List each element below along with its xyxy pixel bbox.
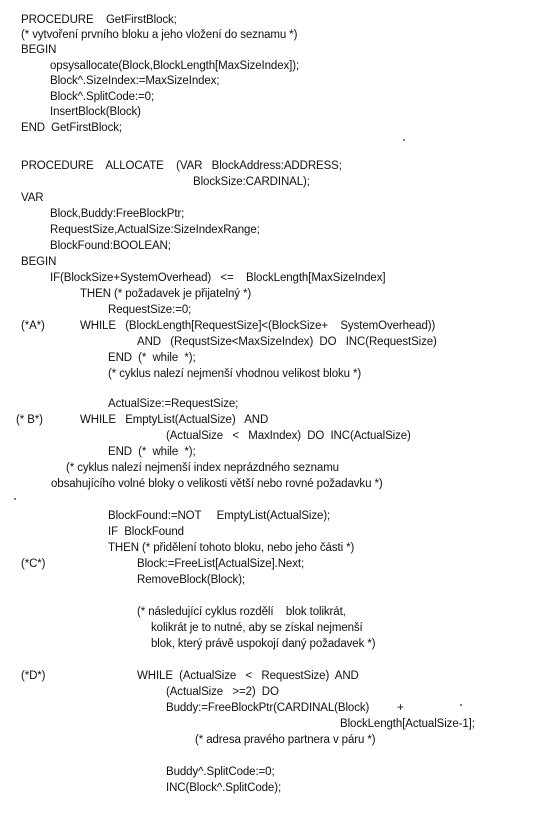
code-line: THEN (* přidělení tohoto bloku, nebo jeho části *) [108, 542, 355, 554]
marker-c: (*C*) [21, 558, 46, 570]
code-line: Buddy:=FreeBlockPtr(CARDINAL(Block) + [166, 702, 404, 714]
code-line: ActualSize:=RequestSize; [108, 398, 239, 410]
comment-line: blok, který právě uspokojí daný požadavek *) [151, 638, 376, 650]
code-line: BlockFound:=NOT EmptyList(ActualSize); [108, 510, 331, 522]
comment-line: (* cyklus nalezí nejmenší index neprázdného seznamu [66, 462, 339, 474]
code-line: END (* while *); [108, 352, 196, 364]
keyword-begin: BEGIN [21, 44, 57, 56]
scan-speck [14, 498, 16, 500]
code-line: BlockSize:CARDINAL); [193, 176, 310, 188]
code-line: opsysallocate(Block,BlockLength[MaxSizeIndex]); [50, 60, 300, 72]
code-line: END (* while *); [108, 446, 196, 458]
code-line: THEN (* požadavek je přijatelný *) [80, 288, 252, 300]
code-line: Block:=FreeList[ActualSize].Next; [137, 558, 305, 570]
comment-line: (* následující cyklus rozdělí blok tolikrát, [137, 606, 346, 618]
code-line: IF BlockFound [108, 526, 184, 538]
code-line: InsertBlock(Block) [50, 106, 141, 118]
procedure-header-allocate: PROCEDURE ALLOCATE (VAR BlockAddress:ADDRESS; [21, 160, 342, 172]
scan-speck [460, 704, 462, 706]
scan-speck [403, 139, 405, 141]
comment-line: obsahujícího volné bloky o velikosti větší nebo rovné požadavku *) [51, 478, 383, 490]
code-line: BlockLength[ActualSize-1]; [340, 718, 475, 730]
code-line: (ActualSize >=2) DO [166, 686, 279, 698]
code-line: RemoveBlock(Block); [137, 574, 246, 586]
code-line: RequestSize,ActualSize:SizeIndexRange; [50, 224, 260, 236]
code-line: WHILE EmptyList(ActualSize) AND [80, 414, 269, 426]
marker-a: (*A*) [21, 320, 45, 332]
code-line: Block^.SizeIndex:=MaxSizeIndex; [50, 75, 220, 87]
code-line: Block,Buddy:FreeBlockPtr; [50, 208, 185, 220]
code-line: RequestSize:=0; [108, 304, 192, 316]
code-line: WHILE (BlockLength[RequestSize]<(BlockSize+ SystemOverhead)) [80, 320, 436, 332]
code-line: BlockFound:BOOLEAN; [50, 240, 171, 252]
marker-d: (*D*) [21, 670, 46, 682]
code-line: Block^.SplitCode:=0; [50, 91, 155, 103]
code-line: INC(Block^.SplitCode); [166, 782, 282, 794]
keyword-var: VAR [21, 192, 44, 204]
marker-b: (* B*) [16, 414, 43, 426]
comment-line: kolikrát je to nutné, aby se získal nejmenší [151, 622, 363, 634]
code-line: (ActualSize < MaxIndex) DO INC(ActualSize) [166, 430, 411, 442]
comment-line: (* adresa pravého partnera v páru *) [195, 734, 376, 746]
code-line: IF(BlockSize+SystemOverhead) <= BlockLength[MaxSizeIndex] [50, 272, 386, 284]
comment-line: (* vytvoření prvního bloku a jeho vložení do seznamu *) [21, 29, 298, 41]
keyword-begin: BEGIN [21, 256, 57, 268]
code-line: Buddy^.SplitCode:=0; [166, 766, 275, 778]
procedure-header-getfirstblock: PROCEDURE GetFirstBlock; [21, 14, 177, 26]
comment-line: (* cyklus nalezí nejmenší vhodnou velikost bloku *) [108, 368, 362, 380]
code-line: WHILE (ActualSize < RequestSize) AND [137, 670, 359, 682]
keyword-end: END GetFirstBlock; [21, 122, 122, 134]
code-line: AND (RequstSize<MaxSizeIndex) DO INC(RequestSize) [137, 336, 437, 348]
